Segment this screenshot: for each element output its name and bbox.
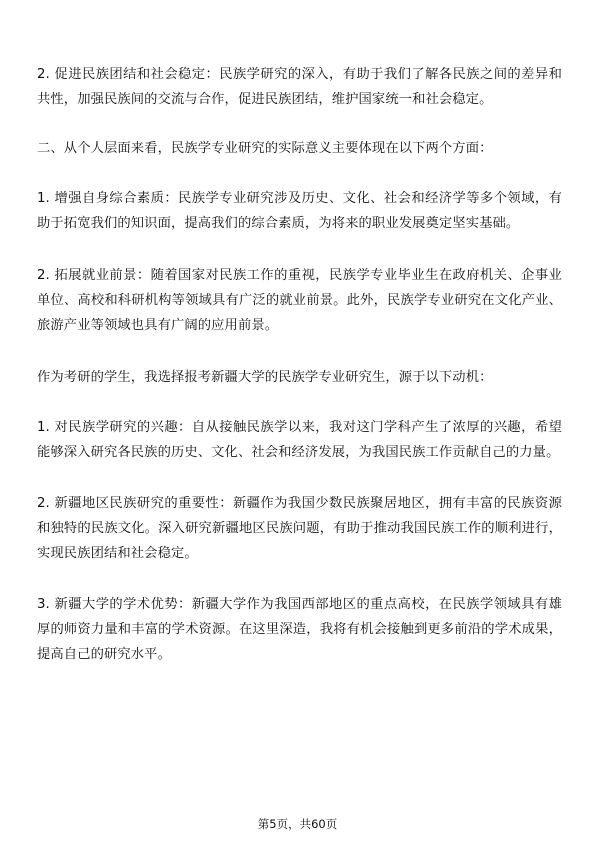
paragraph-academic-advantage: 3. 新疆大学的学术优势：新疆大学作为我国西部地区的重点高校，在民族学领域具有雄厚的师资力量和丰富的学术资源。在这里深造，我将有机会接触到更多前沿的学术成果，提高自己的研究水平。	[37, 597, 562, 662]
paragraph-social-stability: 2. 促进民族团结和社会稳定：民族学研究的深入，有助于我们了解各民族之间的差异和共性，加强民族间的交流与合作，促进民族团结，维护国家统一和社会稳定。	[37, 67, 562, 107]
paragraph-research-interest: 1. 对民族学研究的兴趣：自从接触民族学以来，我对这门学科产生了浓厚的兴趣，希望能够深入研究各民族的历史、文化、社会和经济发展，为我国民族工作贡献自己的力量。	[37, 420, 562, 460]
paragraph-xinjiang-importance: 2. 新疆地区民族研究的重要性：新疆作为我国少数民族聚居地区，拥有丰富的民族资源和独特的民族文化。深入研究新疆地区民族问题，有助于推动我国民族工作的顺利进行，实现民族团结和社会稳定。	[37, 496, 562, 561]
paragraph-motivation-intro: 作为考研的学生，我选择报考新疆大学的民族学专业研究生，源于以下动机：	[37, 370, 493, 385]
paragraph-employment-prospects: 2. 拓展就业前景：随着国家对民族工作的重视，民族学专业毕业生在政府机关、企事业单位、高校和科研机构等领域具有广泛的就业前景。此外，民族学专业研究在文化产业、旅游产业等领域也具有广阔的应用前景。	[37, 268, 562, 333]
paragraph-personal-level-heading: 二、从个人层面来看，民族学专业研究的实际意义主要体现在以下两个方面：	[37, 141, 493, 156]
document-body	[37, 62, 562, 693]
paragraph-comprehensive-quality: 1. 增强自身综合素质：民族学专业研究涉及历史、文化、社会和经济学等多个领域，有助于拓宽我们的知识面，提高我们的综合素质，为将来的职业发展奠定坚实基础。	[37, 191, 562, 231]
page-number: 第5页，共60页	[257, 817, 338, 831]
